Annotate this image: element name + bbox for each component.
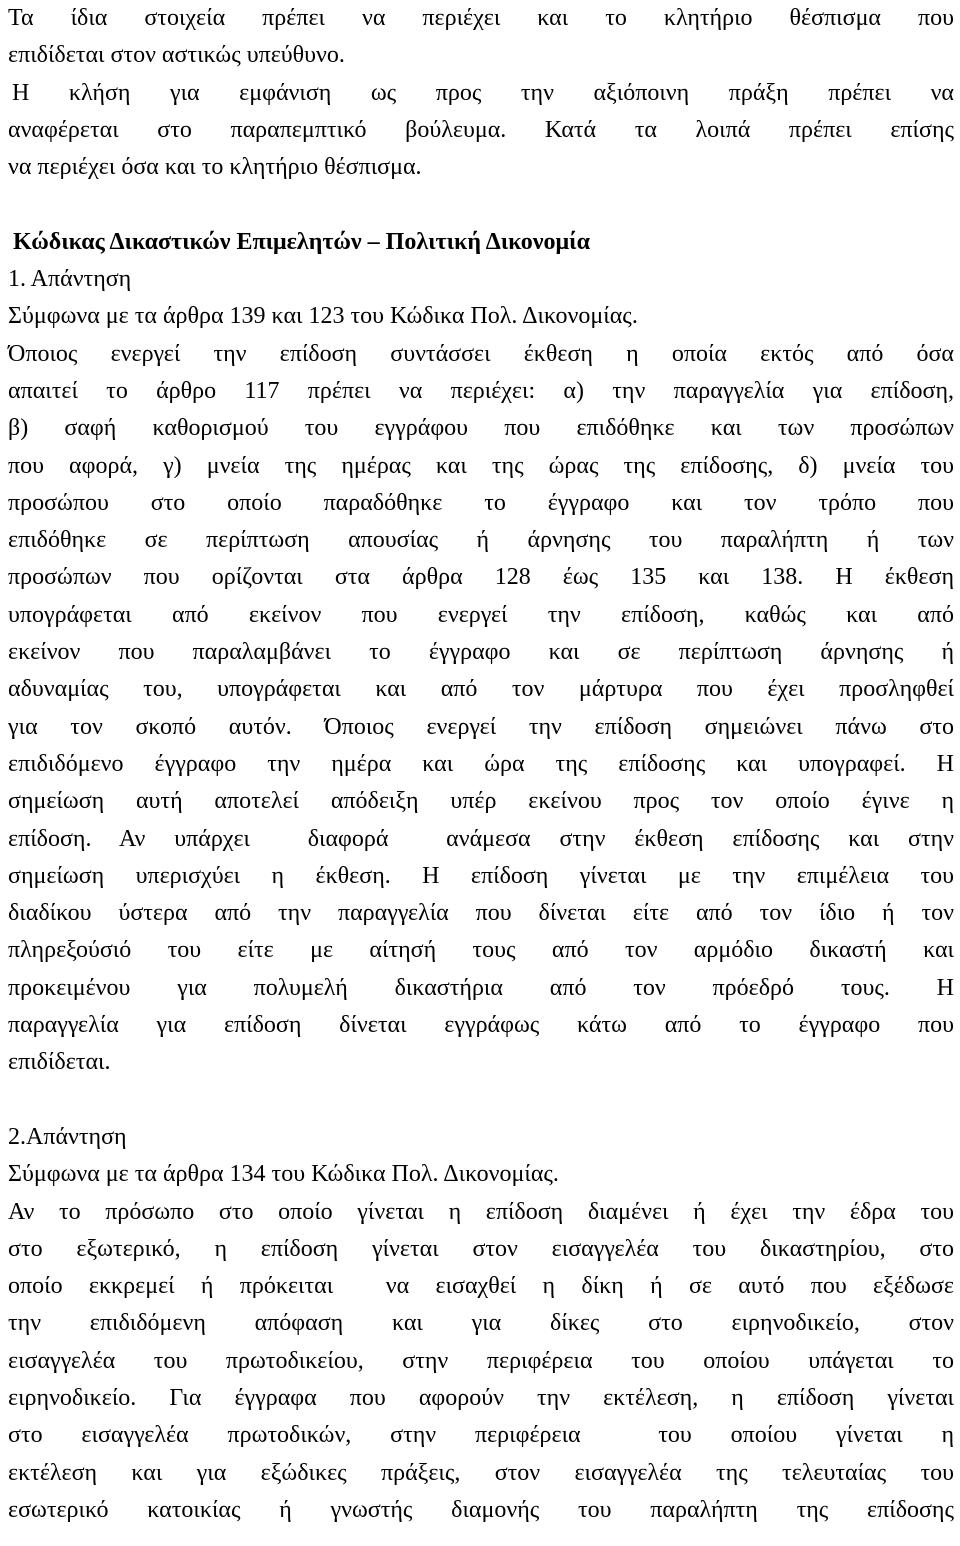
intro-line: επιδίδεται στον αστικώς υπεύθυνο. (8, 42, 345, 69)
answer-reference: Σύμφωνα με τα άρθρα 139 και 123 του Κώδικα Πολ. Δικονομίας. (8, 303, 638, 330)
answer-line: β) σαφή καθορισμού του εγγράφου που επιδόθηκε και των προσώπων (8, 415, 954, 442)
answer-label: 1. Απάντηση (8, 266, 132, 293)
answer-line: Όποιος ενεργεί την επίδοση συντάσσει έκθεση η οποία εκτός από όσα (8, 340, 954, 367)
blank-line (8, 1082, 954, 1119)
answer-line: εισαγγελέα του πρωτοδικείου, στην περιφέρεια του οποίου υπάγεται το (8, 1347, 954, 1374)
intro-paragraph (8, 0, 954, 186)
answer-line: επιδίδεται. (8, 1049, 111, 1076)
intro-line: να περιέχει όσα και το κλητήριο θέσπισμα. (8, 154, 422, 181)
answer-line: σημείωση υπερισχύει η έκθεση. Η επίδοση γίνεται με την επιμέλεια του (8, 862, 954, 889)
intro-line: Η κλήση για εμφάνιση ως προς την αξιόποινη πράξη πρέπει να (12, 79, 954, 106)
intro-line: αναφέρεται στο παραπεμπτικό βούλευμα. Κατά τα λοιπά πρέπει επίσης (8, 116, 954, 143)
answer-line: που αφορά, γ) μνεία της ημέρας και της ώρας της επίδοσης, δ) μνεία του (8, 452, 954, 479)
answer-line: Αν το πρόσωπο στο οποίο γίνεται η επίδοση διαμένει ή έχει την έδρα του (8, 1198, 954, 1225)
answer-line: στο εξωτερικό, η επίδοση γίνεται στον εισαγγελέα του δικαστηρίου, στο (8, 1235, 954, 1262)
answer-line: οποίο εκκρεμεί ή πρόκειται να εισαχθεί η δίκη ή σε αυτό που εξέδωσε (8, 1273, 954, 1300)
answer-line: προκειμένου για πολυμελή δικαστήρια από τον πρόεδρό τους. Η (8, 974, 954, 1001)
answer-line: υπογράφεται από εκείνον που ενεργεί την επίδοση, καθώς και από (8, 601, 954, 628)
section-heading: Κώδικας Δικαστικών Επιμελητών – Πολιτική Δικονομία (13, 228, 590, 255)
answer-reference: Σύμφωνα με τα άρθρα 134 του Κώδικα Πολ. Δικονομίας. (8, 1161, 559, 1188)
answer-label: 2.Απάντηση (8, 1123, 127, 1150)
answer-line: στο εισαγγελέα πρωτοδικών, στην περιφέρεια του οποίου γίνεται η (8, 1422, 954, 1449)
answer-line: επίδοση. Αν υπάρχει διαφορά ανάμεσα στην έκθεση επίδοσης και στην (8, 825, 954, 852)
answer-line: σημείωση αυτή αποτελεί απόδειξη υπέρ εκείνου προς τον οποίο έγινε η (8, 788, 954, 815)
answer-line: διαδίκου ύστερα από την παραγγελία που δίνεται είτε από τον ίδιο ή τον (8, 900, 954, 927)
answer-line: εκείνον που παραλαμβάνει το έγγραφο και σε περίπτωση άρνησης ή (8, 639, 954, 666)
answer-line: για τον σκοπό αυτόν. Όποιος ενεργεί την επίδοση σημειώνει πάνω στο (8, 713, 954, 740)
blank-line (8, 186, 954, 223)
answer-line: εσωτερικό κατοικίας ή γνωστής διαμονής του παραλήπτη της επίδοσης (8, 1496, 954, 1523)
answer-1 (8, 261, 954, 1082)
answer-2 (8, 1119, 954, 1529)
answer-line: προσώπων που ορίζονται στα άρθρα 128 έως 135 και 138. Η έκθεση (8, 564, 954, 591)
answer-line: απαιτεί το άρθρο 117 πρέπει να περιέχει: α) την παραγγελία για επίδοση, (8, 377, 954, 404)
answer-line: εκτέλεση και για εξώδικες πράξεις, στον εισαγγελέα της τελευταίας του (8, 1459, 954, 1486)
answer-line: προσώπου στο οποίο παραδόθηκε το έγγραφο και τον τρόπο που (8, 489, 954, 516)
answer-line: ειρηνοδικείο. Για έγγραφα που αφορούν την εκτέλεση, η επίδοση γίνεται (8, 1384, 954, 1411)
document-page (8, 0, 954, 1529)
answer-line: παραγγελία για επίδοση δίνεται εγγράφως κάτω από το έγγραφο που (8, 1012, 954, 1039)
answer-line: πληρεξούσιό του είτε με αίτησή τους από τον αρμόδιο δικαστή και (8, 937, 954, 964)
answer-line: επιδόθηκε σε περίπτωση απουσίας ή άρνησης του παραλήπτη ή των (8, 527, 954, 554)
answer-line: την επιδιδόμενη απόφαση και για δίκες στο ειρηνοδικείο, στον (8, 1310, 954, 1337)
answer-line: επιδιδόμενο έγγραφο την ημέρα και ώρα της επίδοσης και υπογραφεί. Η (8, 750, 954, 777)
answer-line: αδυναμίας του, υπογράφεται και από τον μάρτυρα που έχει προσληφθεί (8, 676, 954, 703)
intro-line: Τα ίδια στοιχεία πρέπει να περιέχει και το κλητήριο θέσπισμα που (8, 5, 954, 31)
